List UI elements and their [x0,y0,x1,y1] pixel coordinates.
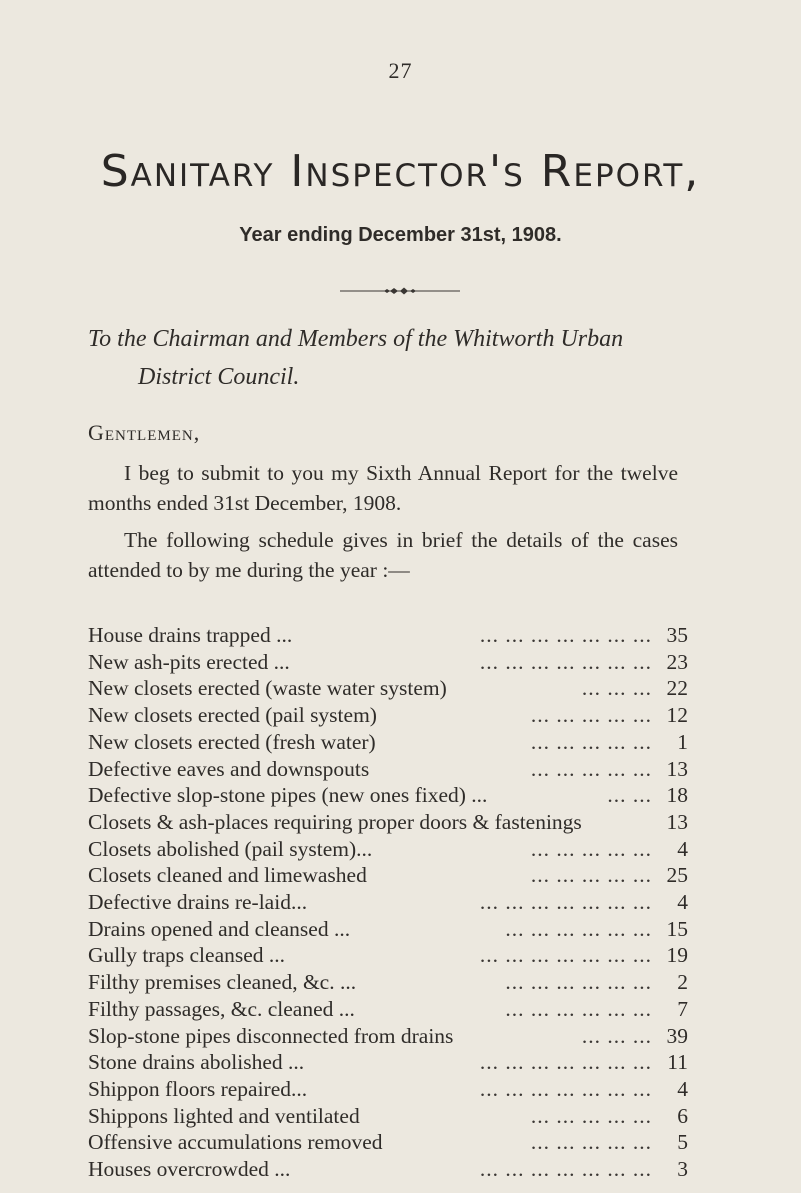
item-label: New ash-pits erected ... [88,649,290,674]
item-label: Filthy premises cleaned, &c. ... [88,970,357,995]
item-leader: ... ... ... ... ... ... ... [479,1050,652,1075]
paragraph-schedule-intro: The following schedule gives in brief the details of the cases attended to by me during the year :— [88,528,678,582]
schedule-item [88,1076,688,1103]
schedule-item [88,809,688,836]
item-count: 13 [666,756,688,781]
item-label: Defective eaves and downspouts [88,756,370,781]
item-count: 22 [666,676,688,701]
report-title: Sanitary Inspector's Report, [100,146,701,197]
item-label: Filthy passages, &c. cleaned ... [88,996,355,1021]
item-count: 4 [677,836,688,861]
item-label: Gully traps cleansed ... [88,943,286,968]
schedule-item [88,942,688,969]
item-count: 23 [666,649,688,674]
item-count: 19 [666,943,688,968]
address-line-1: To the Chairman and Members of the Whitworth Urban [88,326,624,352]
schedule-item [88,675,688,702]
schedule-item [88,1103,688,1130]
item-leader: ... ... ... ... ... [530,729,652,754]
schedule-item [88,782,688,809]
item-leader: ... ... ... ... ... ... ... [479,1157,652,1182]
schedule-item [88,1129,688,1156]
page-number: 27 [388,58,413,83]
item-label: Shippons lighted and ventilated [88,1103,360,1128]
item-label: Closets cleaned and limewashed [88,863,367,888]
salutation: Gentlemen, [88,420,201,445]
schedule-item [88,756,688,783]
item-count: 1 [677,729,688,754]
item-label: New closets erected (waste water system) [88,676,447,701]
item-leader: ... ... ... ... ... ... ... [479,623,652,647]
item-leader: ... ... [607,783,652,808]
item-count: 4 [677,890,688,915]
item-leader: ... ... ... ... ... [530,756,652,781]
schedule-item [88,702,688,729]
item-count: 11 [667,1050,688,1075]
item-label: New closets erected (fresh water) [88,729,376,754]
schedule-item [88,729,688,756]
item-leader: ... ... ... ... ... ... [505,916,652,941]
item-leader: ... ... ... ... ... ... ... [479,649,652,674]
address-block [88,320,728,396]
item-label: Drains opened and cleansed ... [88,916,351,941]
schedule-list [88,622,688,1183]
schedule-item [88,862,688,889]
item-count: 7 [677,996,688,1021]
schedule-item [88,836,688,863]
item-label: Closets & ash-places requiring proper doors & fastenings [88,809,582,834]
schedule-item [88,1023,688,1050]
schedule-item [88,889,688,916]
item-count: 35 [666,623,688,647]
item-count: 4 [677,1076,688,1101]
item-count: 12 [666,703,688,728]
schedule-item [88,996,688,1023]
schedule-item [88,1049,688,1076]
item-leader: ... ... ... ... ... [530,836,652,861]
address-line-2: District Council. [138,364,300,390]
schedule-item [88,916,688,943]
item-leader: ... ... ... ... ... [530,863,652,888]
schedule-item [88,1156,688,1183]
item-label: Shippon floors repaired... [88,1076,308,1101]
item-leader: ... ... ... ... ... ... ... [479,890,652,915]
item-leader: ... ... ... ... ... ... [505,996,652,1021]
item-label: Defective slop-stone pipes (new ones fixed) ... [88,783,488,808]
item-label: New closets erected (pail system) [88,703,377,728]
schedule-item [88,969,688,996]
item-leader: ... ... ... [581,676,652,701]
item-count: 6 [677,1103,688,1128]
item-leader: ... ... ... ... ... ... ... [479,943,652,968]
item-label: Slop-stone pipes disconnected from drains [88,1023,454,1048]
item-label: Closets abolished (pail system)... [88,836,373,861]
item-count: 5 [677,1130,688,1155]
item-label: Defective drains re-laid... [88,890,308,915]
item-count: 25 [666,863,688,888]
item-label: Houses overcrowded ... [88,1157,291,1182]
item-label: House drains trapped ... [88,623,293,647]
divider-ornament [340,286,460,296]
item-label: Stone drains abolished ... [88,1050,305,1075]
item-leader: ... ... ... [581,1023,652,1048]
report-subtitle: Year ending December 31st, 1908. [239,224,562,246]
item-leader: ... ... ... ... ... ... [505,970,652,995]
item-label: Offensive accumulations removed [88,1130,383,1155]
item-leader: ... ... ... ... ... [530,1103,652,1128]
item-count: 2 [677,970,688,995]
item-leader: ... ... ... ... ... [530,703,652,728]
schedule-item [88,622,688,649]
item-count: 15 [666,916,688,941]
item-count: 3 [677,1157,688,1182]
schedule-item [88,649,688,676]
item-leader: ... ... ... ... ... ... ... [479,1076,652,1101]
item-count: 18 [666,783,688,808]
paragraph-intro: I beg to submit to you my Sixth Annual Report for the twelve months ended 31st December, 1908. [88,461,678,515]
item-count: 39 [666,1023,688,1048]
item-leader: ... ... ... ... ... [530,1130,652,1155]
item-count: 13 [666,809,688,834]
